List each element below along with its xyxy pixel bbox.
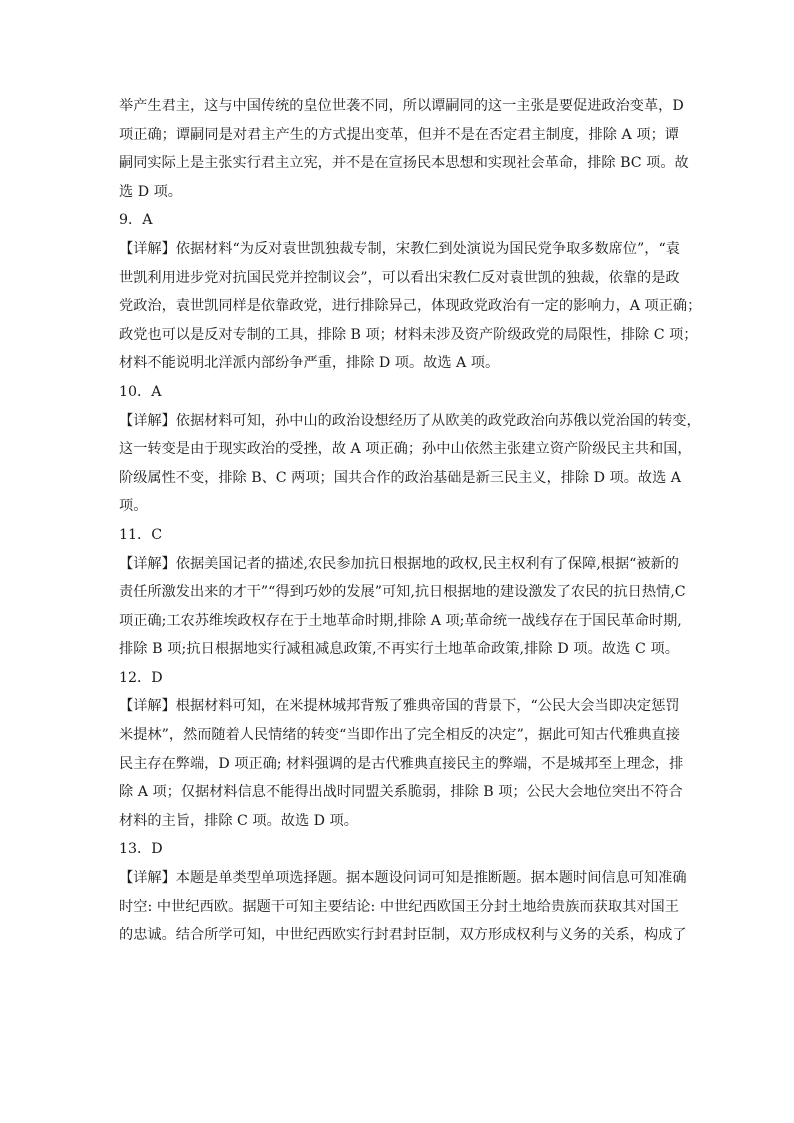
text-line: 时空: 中世纪西欧。据题干可知主要结论: 中世纪西欧国王分封土地给贵族而获取其对国王 <box>119 898 679 915</box>
text-line: 【详解】依据材料可知，孙中山的政治设想经历了从欧美的政党政治向苏俄以党治国的转变， <box>119 412 701 429</box>
text-line: 的忠诚。结合所学可知，中世纪西欧实行封君封臣制，双方形成权利与义务的关系，构成了 <box>119 927 687 944</box>
text-line: 材料不能说明北洋派内部纷争严重，排除 D 项。故选 A 项。 <box>119 355 500 372</box>
text-line: 【详解】根据材料可知，在米提林城邦背叛了雅典帝国的背景下，“公民大会当即决定惩罚 <box>119 698 680 715</box>
text-line: 【详解】依据材料“为反对袁世凯独裁专制，宋教仁到处演说为国民党争取多数席位”，“袁 <box>119 240 680 257</box>
text-line: 责任所激发出来的才干”“得到巧妙的发展”可知,抗日根据地的建设激发了农民的抗日热情,C <box>119 584 686 601</box>
text-line: 项正确；谭嗣同是对君主产生的方式提出变革，但并不是在否定君主制度，排除 A 项；谭 <box>119 126 679 143</box>
text-line: 党政治，袁世凯同样是依靠政党，进行排除异己，体现政党政治有一定的影响力，A 项正确； <box>119 298 702 315</box>
text-line: 【详解】依据美国记者的描述,农民参加抗日根据地的政权,民主权利有了保障,根据“被新的 <box>119 555 679 572</box>
text-line: 排除 B 项;抗日根据地实行减租减息政策,不再实行土地革命政策,排除 D 项。故选 C 项。 <box>119 641 679 658</box>
text-line: 民主存在弊端，D 项正确; 材料强调的是古代雅典直接民主的弊端，不是城邦至上理念，排 <box>119 755 684 772</box>
text-line: 【详解】本题是单类型单项选择题。据本题设问词可知是推断题。据本题时间信息可知准确 <box>119 870 687 887</box>
text-line: 举产生君主，这与中国传统的皇位世袭不同，所以谭嗣同的这一主张是要促进政治变革，D <box>119 98 684 114</box>
text-line: 9．A <box>119 212 153 229</box>
text-line: 政党也可以是反对专制的工具，排除 B 项；材料未涉及资产阶级政党的局限性，排除 C 项； <box>119 326 698 343</box>
text-line: 10．A <box>119 383 162 400</box>
text-line: 12．D <box>119 669 163 686</box>
text-line: 这一转变是由于现实政治的受挫，故 A 项正确；孙中山依然主张建立资产阶级民主共和国， <box>119 441 692 458</box>
text-line: 除 A 项；仅据材料信息不能得出战时同盟关系脆弱，排除 B 项；公民大会地位突出不符合 <box>119 784 683 801</box>
text-line: 世凯利用进步党对抗国民党并控制议会”，可以看出宋教仁反对袁世凯的独裁，依靠的是政 <box>119 269 680 286</box>
text-line: 13．D <box>119 841 163 858</box>
text-line: 米提林”，然而随着人民情绪的转变“当即作出了完全相反的决定”，据此可知古代雅典直接 <box>119 727 680 744</box>
text-line: 嗣同实际上是主张实行君主立宪，并不是在宣扬民本思想和实现社会革命，排除 BC 项。故 <box>119 155 689 172</box>
text-line: 项。 <box>119 498 148 515</box>
text-line: 项正确;工农苏维埃政权存在于土地革命时期,排除 A 项;革命统一战线存在于国民革命时期, <box>119 612 682 629</box>
document-body <box>119 92 702 950</box>
text-line: 材料的主旨，排除 C 项。故选 D 项。 <box>119 812 358 829</box>
text-line: 阶级属性不变，排除 B、C 两项；国共合作的政治基础是新三民主义，排除 D 项。故选 A <box>119 469 682 486</box>
text-line: 11．C <box>119 526 163 543</box>
text-line: 选 D 项。 <box>119 183 182 200</box>
